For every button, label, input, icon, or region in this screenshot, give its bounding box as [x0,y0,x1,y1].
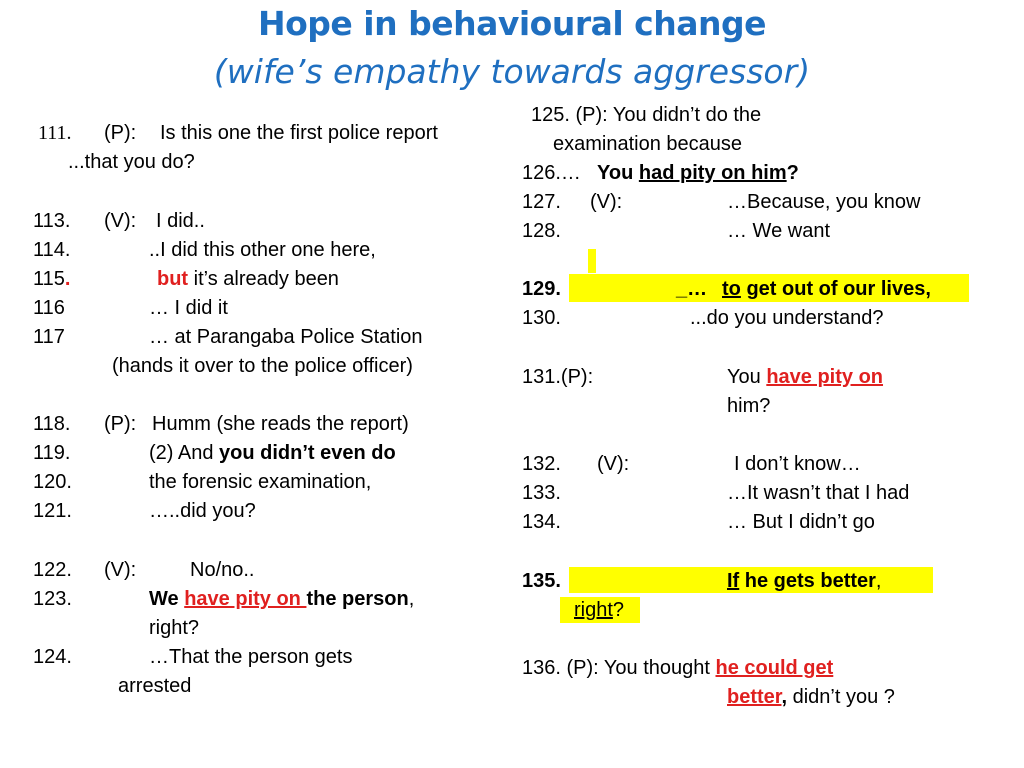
line-number: 135. [522,570,561,592]
line-text: I did.. [156,210,205,232]
line-text: right? [574,599,625,621]
line-text: …Because, you know [727,191,921,213]
line-text: … I did it [149,297,228,319]
line-text: arrested [118,675,192,697]
emphasis-had-pity: had pity on him [638,162,787,184]
line-number: 134. [522,511,561,533]
line-text: If he gets better, [727,570,882,592]
line-text: better, didn’t you ? [727,686,895,708]
line-text: Is this one the first police report [160,122,438,144]
line-text: (2) And you didn’t even do [149,442,396,464]
line-text: No/no.. [190,559,255,581]
line-text: You had pity on him? [597,162,799,184]
line-number: 115. [33,268,71,290]
line-text: ...that you do? [68,151,195,173]
emphasis-he-could-get: he could get [715,657,834,679]
line-number: 111. [38,122,72,144]
line-text: to get out of our lives, [722,278,931,300]
line-text: right? [149,617,200,639]
line-text: …..did you? [149,500,256,522]
line-number: 123. [33,588,72,610]
line-number: 114. [33,239,71,261]
emphasis-better: better [727,686,782,708]
line-number: 120. [33,471,72,493]
speaker: (V): [104,210,137,232]
line-text: We have pity on the person, [149,588,415,610]
line-number: 127. [522,191,561,213]
line-number: 124. [33,646,72,668]
slide-title: Hope in behavioural change [258,4,766,43]
emphasis-but: but [157,268,189,290]
line-number: 126.… [522,162,581,184]
line-text: …It wasn’t that I had [727,482,910,504]
line-number: 122. [33,559,72,581]
line-text: …That the person gets [149,646,353,668]
line-text: … But I didn’t go [727,511,875,533]
line-text: Humm (she reads the report) [152,413,409,435]
line-number: 119. [33,442,71,464]
line-number: 116 [33,297,65,319]
line-text: him? [727,395,771,417]
speaker: (V): [590,191,623,213]
line-number: 131.(P): [522,366,594,388]
line-number: 121. [33,500,72,522]
line-number: 128. [522,220,561,242]
line-text: (hands it over to the police officer) [112,355,413,377]
emphasis-have-pity-on: have pity on [766,366,884,388]
line-text: examination because [553,133,743,155]
speaker: (V): [597,453,630,475]
line-number: 130. [522,307,561,329]
line-text: the forensic examination, [149,471,372,493]
line-text: 136. (P): You thought he could get [522,657,834,679]
line-text: ...do you understand? [690,307,884,329]
line-text: _… [676,278,708,300]
line-text: ..I did this other one here, [149,239,376,261]
speaker: (V): [104,559,137,581]
line-text: … at Parangaba Police Station [149,326,423,348]
line-number: 133. [522,482,561,504]
speaker: (P): [104,122,137,144]
line-number: 132. [522,453,561,475]
line-text: 125. (P): You didn’t do the [531,104,762,126]
line-number: 117 [33,326,65,348]
line-number: 129. [522,278,561,300]
slide-subtitle: (wife’s empathy towards aggressor) [213,52,811,91]
line-number: 113. [33,210,71,232]
highlight-mark [588,249,596,273]
emphasis-have-pity-on: have pity on [184,588,307,610]
line-text: but it’s already been [157,268,339,290]
line-text: … We want [727,220,830,242]
line-number: 118. [33,413,71,435]
speaker: (P): [104,413,137,435]
line-text: I don’t know… [734,453,861,475]
line-text: You have pity on [727,366,884,388]
